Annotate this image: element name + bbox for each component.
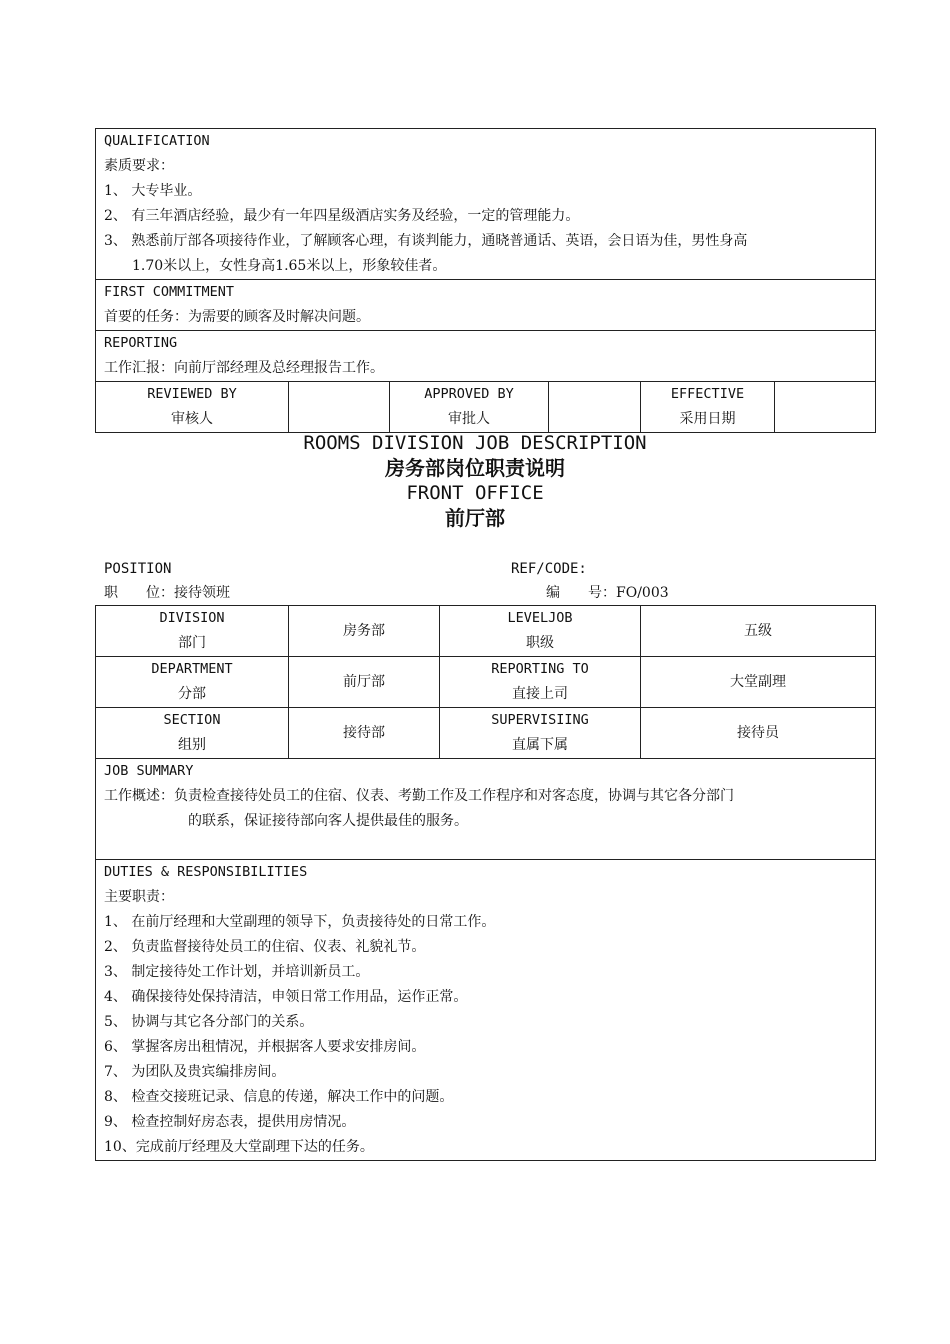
title-en: ROOMS DIVISION JOB DESCRIPTION bbox=[303, 432, 647, 454]
qualification-item: 2、 有三年酒店经验，最少有一年四星级酒店实务及经验，一定的管理能力。 bbox=[104, 208, 580, 224]
reporting-cell bbox=[96, 331, 876, 382]
approved-by-cn: 审批人 bbox=[448, 411, 490, 427]
level-cn: 职级 bbox=[526, 635, 554, 651]
effective-cn: 采用日期 bbox=[679, 411, 736, 427]
division-en: DIVISION bbox=[159, 610, 225, 626]
effective-value bbox=[775, 382, 876, 433]
reporting-to-value: 大堂副理 bbox=[641, 657, 876, 708]
section-en: SECTION bbox=[163, 712, 221, 728]
section-label bbox=[96, 708, 289, 759]
document-titles bbox=[0, 431, 950, 531]
duties-heading: DUTIES & RESPONSIBILITIES bbox=[104, 864, 308, 880]
duty-item: 10、完成前厅经理及大堂副理下达的任务。 bbox=[104, 1139, 374, 1155]
department-en: DEPARTMENT bbox=[151, 661, 233, 677]
approved-by-label bbox=[390, 382, 549, 433]
qualification-item: 3、 熟悉前厅部各项接待作业，了解顾客心理，有谈判能力，通晓普通话、英语，会日语为佳，男性身高 bbox=[104, 233, 748, 249]
level-en: LEVELJOB bbox=[507, 610, 573, 626]
supervising-label bbox=[440, 708, 641, 759]
job-summary-line: 的联系，保证接待部向客人提供最佳的服务。 bbox=[188, 813, 468, 829]
duty-item: 3、 制定接待处工作计划，并培训新员工。 bbox=[104, 964, 370, 980]
duty-item: 1、 在前厅经理和大堂副理的领导下，负责接待处的日常工作。 bbox=[104, 914, 496, 930]
position-label-en: POSITION bbox=[104, 561, 172, 577]
ref-code-label: REF/CODE: bbox=[511, 561, 587, 577]
level-value: 五级 bbox=[641, 606, 876, 657]
duty-item: 9、 检查控制好房态表，提供用房情况。 bbox=[104, 1114, 356, 1130]
division-label bbox=[96, 606, 289, 657]
section-cn: 组别 bbox=[178, 737, 206, 753]
duties-label: 主要职责： bbox=[104, 889, 174, 905]
supervising-en: SUPERVISIING bbox=[491, 712, 589, 728]
job-summary-heading: JOB SUMMARY bbox=[104, 763, 194, 779]
reviewed-by-value bbox=[289, 382, 390, 433]
reporting-to-label bbox=[440, 657, 641, 708]
title-cn: 房务部岗位职责说明 bbox=[385, 456, 565, 480]
position-label-cn: 职 位：接待领班 bbox=[104, 585, 230, 601]
qualification-heading: QUALIFICATION bbox=[104, 133, 210, 149]
effective-label bbox=[641, 382, 775, 433]
qualification-table bbox=[95, 128, 876, 433]
supervising-cn: 直属下属 bbox=[512, 737, 568, 753]
approved-by-value bbox=[549, 382, 641, 433]
reporting-text: 工作汇报：向前厅部经理及总经理报告工作。 bbox=[104, 360, 384, 376]
department-cn: 分部 bbox=[178, 686, 206, 702]
department-label bbox=[96, 657, 289, 708]
duty-item: 4、 确保接待处保持清洁，申领日常工作用品，运作正常。 bbox=[104, 989, 468, 1005]
reporting-to-cn: 直接上司 bbox=[512, 686, 568, 702]
dept-en: FRONT OFFICE bbox=[406, 482, 544, 504]
qualification-cell bbox=[96, 129, 876, 280]
reporting-heading: REPORTING bbox=[104, 335, 178, 351]
approved-by-en: APPROVED BY bbox=[424, 386, 514, 402]
section-value: 接待部 bbox=[289, 708, 440, 759]
job-info-table bbox=[95, 605, 876, 1161]
department-value: 前厅部 bbox=[289, 657, 440, 708]
duty-item: 2、 负责监督接待处员工的住宿、仪表、礼貌礼节。 bbox=[104, 939, 426, 955]
level-label bbox=[440, 606, 641, 657]
job-summary-cell bbox=[96, 759, 876, 860]
dept-cn: 前厅部 bbox=[445, 506, 505, 530]
division-cn: 部门 bbox=[178, 635, 206, 651]
first-commitment-heading: FIRST COMMITMENT bbox=[104, 284, 235, 300]
job-summary-line: 工作概述：负责检查接待处员工的住宿、仪表、考勤工作及工作程序和对客态度，协调与其它各分部门 bbox=[104, 788, 734, 804]
qualification-item: 1.70米以上，女性身高1.65米以上，形象较佳者。 bbox=[132, 258, 447, 274]
qualification-item: 1、 大专毕业。 bbox=[104, 183, 202, 199]
duty-item: 6、 掌握客房出租情况，并根据客人要求安排房间。 bbox=[104, 1039, 426, 1055]
qualification-label: 素质要求： bbox=[104, 158, 174, 174]
duties-cell bbox=[96, 860, 876, 1161]
supervising-value: 接待员 bbox=[641, 708, 876, 759]
division-value: 房务部 bbox=[289, 606, 440, 657]
first-commitment-cell bbox=[96, 280, 876, 331]
reviewed-by-en: REVIEWED BY bbox=[147, 386, 237, 402]
duty-item: 7、 为团队及贵宾编排房间。 bbox=[104, 1064, 286, 1080]
duty-item: 5、 协调与其它各分部门的关系。 bbox=[104, 1014, 314, 1030]
reporting-to-en: REPORTING TO bbox=[491, 661, 589, 677]
reviewed-by-label bbox=[96, 382, 289, 433]
ref-code-value: 编 号：FO/003 bbox=[546, 585, 669, 601]
duty-item: 8、 检查交接班记录、信息的传递，解决工作中的问题。 bbox=[104, 1089, 454, 1105]
reviewed-by-cn: 审核人 bbox=[171, 411, 213, 427]
effective-en: EFFECTIVE bbox=[670, 386, 745, 402]
first-commitment-text: 首要的任务：为需要的顾客及时解决问题。 bbox=[104, 309, 370, 325]
